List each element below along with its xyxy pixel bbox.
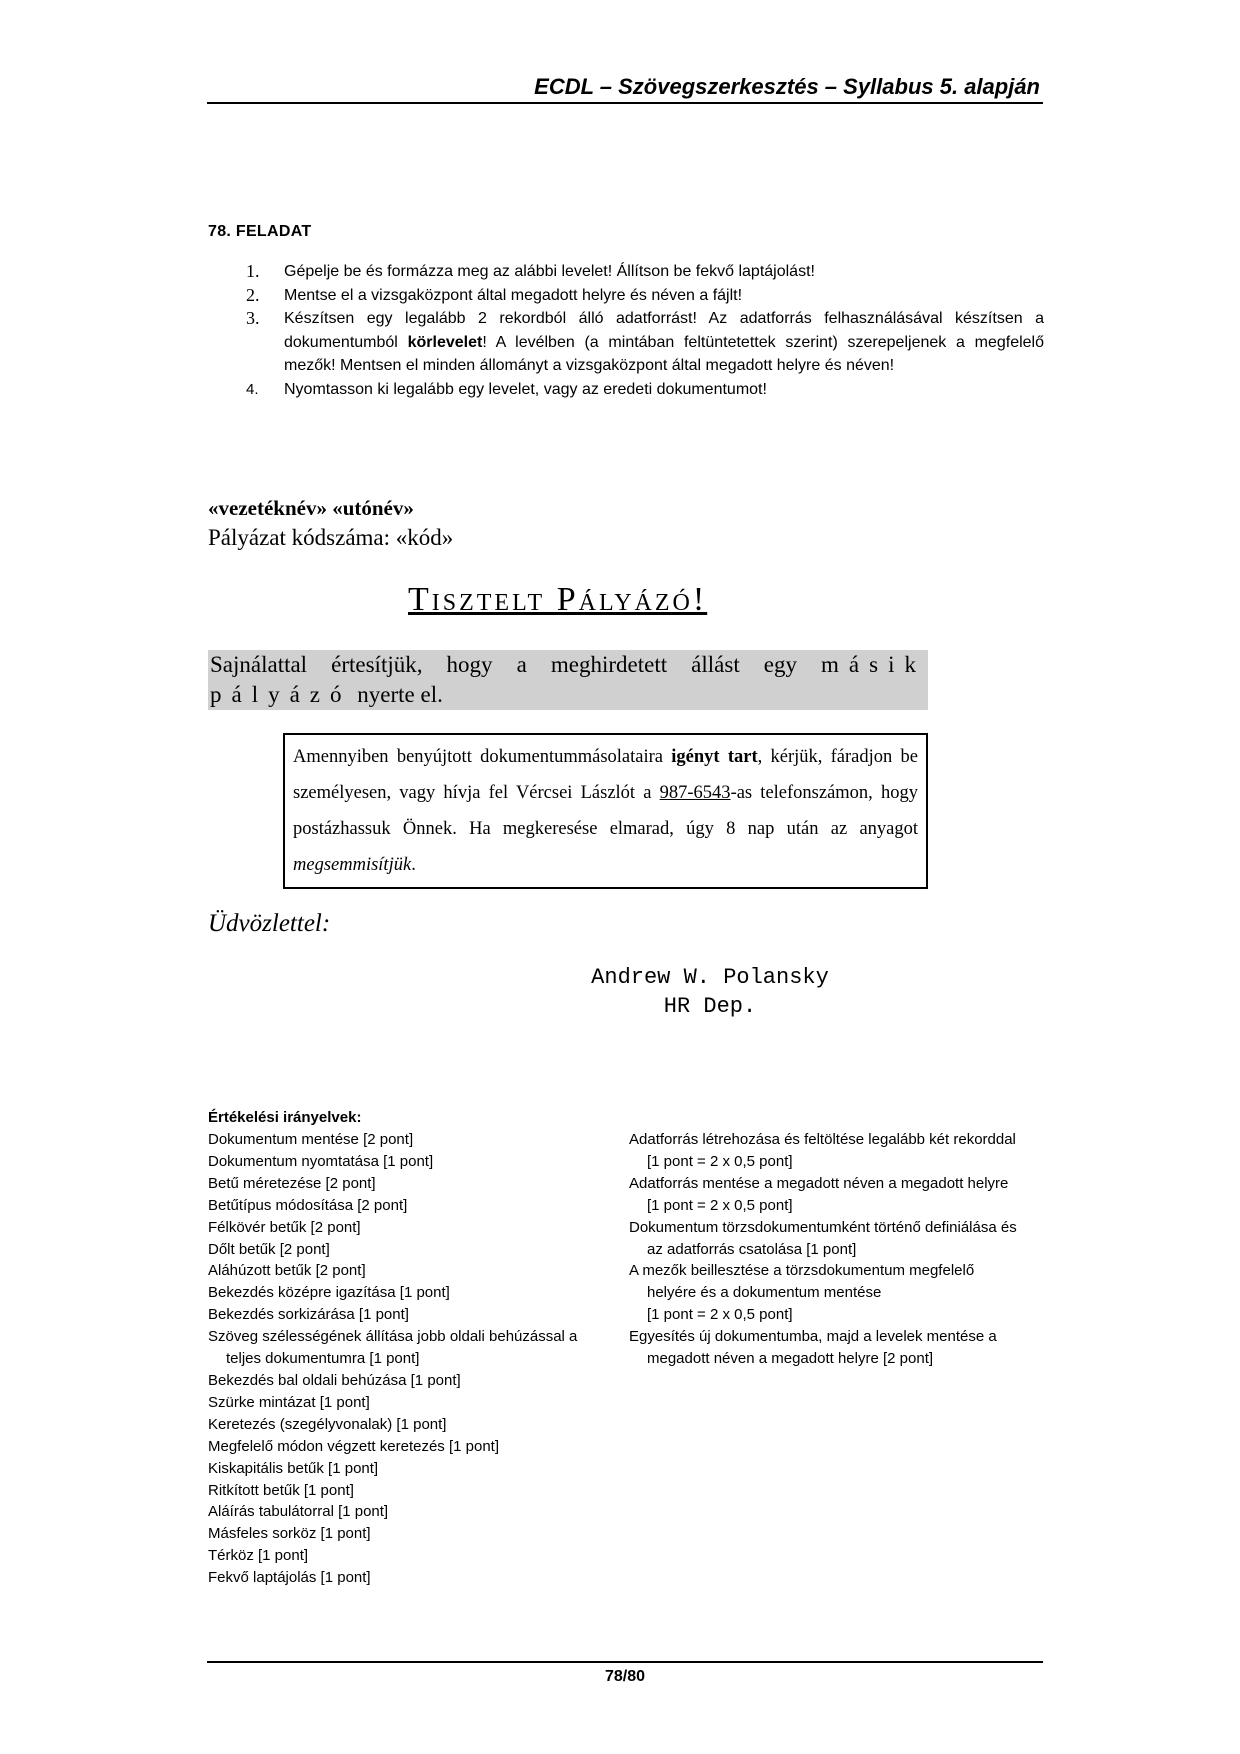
evaluation-item: Betűtípus módosítása [2 pont] (208, 1196, 408, 1214)
header-title: ECDL – Szövegszerkesztés – Syllabus 5. alapján (534, 74, 1040, 99)
evaluation-item-continued: az adatforrás csatolása [1 pont] (647, 1240, 857, 1258)
italic-text: megsemmisítjük (293, 855, 412, 875)
list-item-text-part: Készítsen egy legalább 2 rekordból álló adatforrást! Az adatforrás felhasználásával készítsen a dokumentumból (284, 310, 1044, 351)
spaced-text: másik pályázó (210, 652, 926, 707)
evaluation-item: Fekvő laptájolás [1 pont] (208, 1569, 371, 1587)
evaluation-item: A mezők beillesztése a törzsdokumentum megfelelő (629, 1262, 975, 1280)
list-item-number: 2. (246, 284, 260, 305)
list-item-text-part: ! A levélben (a mintában feltüntetettek szerint) szerepeljenek a megfelelő mezők! Mentsen el minden állományt a vizsgaközpont által megadott helyre és néven! (284, 333, 1045, 374)
list-item-text: Nyomtasson ki legalább egy levelet, vagy az eredeti dokumentumot! (284, 380, 767, 398)
paragraph-text: Sajnálattal értesítjük, hogy a meghirdetett állást egy (210, 652, 822, 677)
evaluation-item-continued: [1 pont = 2 x 0,5 pont] (647, 1152, 793, 1170)
bordered-paragraph (283, 733, 928, 889)
evaluation-item: Ritkított betűk [1 pont] (208, 1481, 354, 1499)
evaluation-list-right (629, 1129, 1044, 1370)
merge-fields-name: «vezetéknév» «utónév» (208, 496, 414, 520)
paragraph-text: -as telefonszámon, hogy postázhassuk Önnek. Ha megkeresése elmarad, úgy 8 nap után az anyagot (293, 783, 918, 839)
evaluation-item: Betű méretezése [2 pont] (208, 1174, 376, 1192)
task-title: 78. FELADAT (208, 223, 312, 240)
list-item-text (284, 307, 1044, 378)
footer-rule (207, 1661, 1043, 1663)
list-item-text: Mentse el a vizsgaközpont által megadott helyre és néven a fájlt! (284, 286, 743, 304)
bold-term: körlevelet (407, 333, 483, 351)
gray-shaded-paragraph (208, 650, 928, 710)
evaluation-item: Szöveg szélességének állítása jobb oldali behúzással a (208, 1328, 578, 1346)
evaluation-item: Dokumentum mentése [2 pont] (208, 1131, 414, 1148)
signature-dept: HR Dep. (663, 994, 757, 1019)
evaluation-item-continued: helyére és a dokumentum mentése (647, 1284, 882, 1302)
merge-field-code-line: Pályázat kódszáma: «kód» (208, 525, 454, 550)
paragraph-text: . (411, 855, 416, 875)
paragraph-text: nyerte el. (351, 682, 443, 707)
evaluation-item: Szürke mintázat [1 pont] (208, 1393, 370, 1411)
evaluation-item: Keretezés (szegélyvonalak) [1 pont] (208, 1415, 447, 1433)
list-item-text: Gépelje be és formázza meg az alábbi levelet! Állítson be fekvő laptájolást! (284, 263, 815, 280)
evaluation-item: Dokumentum nyomtatása [1 pont] (208, 1152, 434, 1170)
task-list (208, 260, 1044, 401)
evaluation-item: Egyesítés új dokumentumba, majd a levelek mentése a (629, 1328, 997, 1346)
paragraph-text: , kérjük, fáradjon be személyesen, vagy hívja fel Vércsei Lászlót a (293, 747, 918, 803)
evaluation-item: Másfeles sorköz [1 pont] (208, 1525, 371, 1543)
signature-name: Andrew W. Polansky (591, 965, 829, 990)
signature (545, 963, 875, 1021)
evaluation-item: Bekezdés sorkizárása [1 pont] (208, 1306, 409, 1324)
list-item-number: 4. (246, 380, 259, 398)
list-item (208, 284, 1044, 308)
list-item-number: 3. (246, 308, 260, 328)
list-item-number: 1. (246, 261, 260, 281)
evaluation-item: Térköz [1 pont] (208, 1547, 309, 1565)
phone-number: 987-6543 (659, 783, 731, 803)
header-rule (207, 102, 1043, 104)
evaluation-item: Dokumentum törzsdokumentumként történő definiálása és (629, 1218, 1017, 1236)
evaluation-item: Megfelelő módon végzett keretezés [1 pont] (208, 1437, 500, 1455)
evaluation-item: Bekezdés bal oldali behúzása [1 pont] (208, 1371, 461, 1389)
evaluation-item-continued: [1 pont = 2 x 0,5 pont] (647, 1196, 793, 1214)
evaluation-title: Értékelési irányelvek: (208, 1109, 362, 1126)
evaluation-item: Dőlt betűk [2 pont] (208, 1240, 330, 1258)
evaluation-item-continued: megadott néven a megadott helyre [2 pont] (647, 1350, 934, 1368)
list-item (208, 307, 1044, 378)
evaluation-item: Aláírás tabulátorral [1 pont] (208, 1503, 389, 1521)
page-number: 78/80 (604, 1668, 646, 1685)
evaluation-item-continued: teljes dokumentumra [1 pont] (226, 1350, 420, 1368)
list-item (208, 260, 1044, 284)
evaluation-item: Félkövér betűk [2 pont] (208, 1218, 361, 1236)
bold-text: igényt tart (671, 747, 758, 767)
paragraph-text: Amennyiben benyújtott dokumentummásolataira (293, 747, 672, 767)
evaluation-item: Kiskapitális betűk [1 pont] (208, 1459, 379, 1477)
evaluation-item: Bekezdés középre igazítása [1 pont] (208, 1284, 450, 1302)
letter-greeting: Tisztelt Pályázó! (408, 581, 708, 618)
letter-closing: Üdvözlettel: (208, 910, 331, 937)
evaluation-item: Aláhúzott betűk [2 pont] (208, 1262, 366, 1280)
evaluation-list-left (208, 1129, 618, 1589)
list-item (208, 378, 1044, 402)
evaluation-item: Adatforrás mentése a megadott néven a megadott helyre (629, 1174, 1009, 1192)
evaluation-item: Adatforrás létrehozása és feltöltése legalább két rekorddal (629, 1131, 1016, 1148)
evaluation-item-continued: [1 pont = 2 x 0,5 pont] (647, 1306, 793, 1324)
